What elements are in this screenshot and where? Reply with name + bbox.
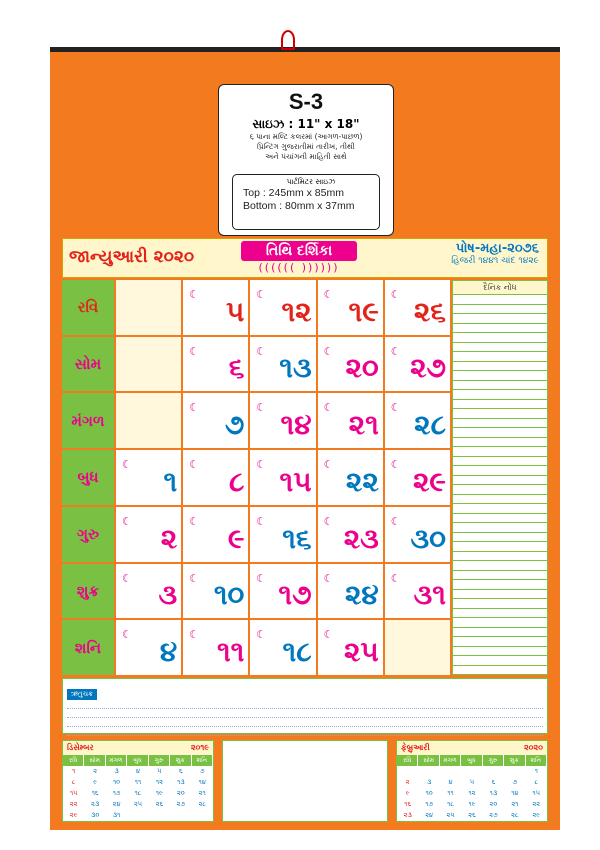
mini-date <box>192 810 213 821</box>
notes-line[interactable] <box>453 314 547 324</box>
mini-day-header: બુધ <box>127 755 148 766</box>
mini-date: ૧૯ <box>468 800 476 808</box>
date-cell <box>318 280 383 335</box>
notes-line[interactable] <box>453 371 547 381</box>
parameter-bottom: Bottom : 80mm x 37mm <box>243 200 355 212</box>
notes-line[interactable] <box>453 438 547 448</box>
date-number: ૧૪ <box>280 408 312 442</box>
hijri-text: હિજરી ૧૪૪૧ ચાંદ ૧૪૨૯ <box>451 256 539 266</box>
mini-day-header: રવિ <box>397 755 418 766</box>
mini-date: ૨૭ <box>489 811 498 819</box>
moon-phase-icon: ☾ <box>122 628 132 642</box>
day-label: સોમ <box>62 337 114 392</box>
mini-date: ૯ <box>405 789 410 797</box>
day-label: બુધ <box>62 450 114 505</box>
moon-phase-icon: ☾ <box>256 628 267 642</box>
hanger-hook-icon <box>281 30 295 50</box>
date-cell <box>250 393 315 448</box>
mini-date: ૧૫ <box>532 789 541 797</box>
mini-date: ૧૯ <box>155 789 163 797</box>
date-number: ૨૮ <box>414 408 446 442</box>
day-label: શુક્ર <box>62 564 114 619</box>
parameter-title: પાર્ટમિટર સાઇઝ <box>286 177 336 186</box>
date-cell <box>318 337 383 392</box>
spec-line: ૬ પાના મલ્ટિ કલરમાં (આગળ-પાછળ) <box>249 132 363 141</box>
notes-line[interactable] <box>453 476 547 486</box>
mini-date: ૩૦ <box>91 811 100 819</box>
mini-date: ૧૧ <box>134 778 142 786</box>
mini-date: ૧૩ <box>177 778 185 786</box>
date-cell <box>385 450 450 505</box>
mini-date <box>149 810 170 821</box>
date-number: ૧૯ <box>348 294 379 328</box>
notes-line[interactable] <box>453 618 547 628</box>
date-number: ૨૨ <box>345 464 379 498</box>
mini-date: ૨ <box>405 778 410 786</box>
moon-phase-icon: ☾ <box>189 344 200 358</box>
month-header <box>62 238 548 278</box>
date-cell <box>250 620 315 675</box>
mini-day-header: સોમ <box>418 755 439 766</box>
mini-date: ૨૫ <box>446 811 455 819</box>
mini-day-header: મંગળ <box>440 755 461 766</box>
mini-date: ૧૭ <box>425 800 433 808</box>
moon-phase-icon: ☾ <box>390 571 401 585</box>
date-cell <box>183 450 248 505</box>
date-cell <box>318 450 383 505</box>
logo-ornament: (((((( )))))) <box>258 261 340 274</box>
mini-date: ૫ <box>469 778 475 786</box>
moon-phase-icon: ☾ <box>323 571 334 585</box>
day-label: રવિ <box>62 280 114 335</box>
mini-date: ૯ <box>93 778 98 786</box>
moon-phase-icon: ☾ <box>390 514 401 528</box>
mini-date: ૨૧ <box>511 800 519 808</box>
notes-line[interactable] <box>453 447 547 457</box>
moon-phase-icon: ☾ <box>189 514 200 528</box>
mini-date: ૨૭ <box>176 800 186 808</box>
mini-date: ૬ <box>491 778 496 786</box>
mini-day-header: શુક્ર <box>170 755 191 766</box>
notes-line[interactable] <box>453 409 547 419</box>
date-number: ૧૧ <box>216 635 245 668</box>
mini-year: ૨૦૧૯ <box>190 743 209 752</box>
notes-line[interactable] <box>453 419 547 429</box>
date-number: ૧૫ <box>279 464 312 498</box>
mini-day-header: મંગળ <box>106 755 127 766</box>
moon-phase-icon: ☾ <box>256 458 267 472</box>
date-cell <box>183 393 248 448</box>
mini-date: ૨૬ <box>155 800 164 808</box>
mini-date <box>397 766 418 777</box>
date-number: ૨૧ <box>348 408 379 442</box>
mini-date: ૧૬ <box>91 789 99 797</box>
date-number: ૧૨ <box>281 294 312 328</box>
mini-date: ૩ <box>426 778 432 786</box>
date-cell <box>116 507 181 562</box>
notes-line[interactable] <box>453 561 547 571</box>
moon-phase-icon: ☾ <box>189 458 200 472</box>
mini-date: ૧૩ <box>489 789 498 797</box>
notes-line[interactable] <box>453 599 547 609</box>
mini-date: ૧૨ <box>468 789 476 797</box>
info-label: ઋતુચક્ર <box>67 689 97 700</box>
notes-line[interactable] <box>453 552 547 562</box>
mini-day-header: શનિ <box>192 755 213 766</box>
moon-phase-icon: ☾ <box>189 288 200 301</box>
moon-phase-icon: ☾ <box>189 571 200 585</box>
mini-day-header: સોમ <box>84 755 105 766</box>
mini-date: ૭ <box>512 778 518 786</box>
notes-line[interactable] <box>453 305 547 315</box>
date-cell <box>183 507 248 562</box>
mini-month: ફેબ્રુઆરી <box>401 743 430 752</box>
notes-line[interactable] <box>453 343 547 353</box>
date-cell <box>318 620 383 675</box>
mini-date <box>461 766 482 777</box>
mini-day-header: રવિ <box>63 755 84 766</box>
date-cell <box>385 280 450 335</box>
notes-line[interactable] <box>453 647 547 657</box>
notes-line[interactable] <box>453 504 547 514</box>
notes-line[interactable] <box>453 324 547 334</box>
notes-line[interactable] <box>453 466 547 476</box>
date-number: ૨૬ <box>413 294 446 328</box>
mini-calendar-february <box>396 740 548 822</box>
moon-phase-icon: ☾ <box>323 401 334 415</box>
date-number: ૩ <box>158 578 178 612</box>
date-cell <box>385 564 450 619</box>
mini-date: ૨૨ <box>532 800 541 808</box>
date-number: ૨૦ <box>345 351 379 385</box>
spec-size: સાઇઝ : 11" x 18" <box>252 117 360 131</box>
notes-line[interactable] <box>453 495 547 505</box>
mini-date: ૭ <box>200 767 205 775</box>
mini-date: ૨૬ <box>468 811 476 819</box>
mini-date: ૧૦ <box>113 778 121 786</box>
date-cell <box>250 564 315 619</box>
date-number: ૧૦ <box>213 578 245 612</box>
mini-month: ડિસેમ્બર <box>67 743 94 752</box>
notes-line[interactable] <box>453 362 547 372</box>
mini-day-header: શુક્ર <box>504 755 525 766</box>
date-number: ૨ <box>160 521 178 555</box>
date-number: ૪ <box>159 635 178 668</box>
mini-date: ૨૪ <box>112 800 121 808</box>
notes-line[interactable] <box>453 333 547 343</box>
date-number: ૨૪ <box>345 578 379 612</box>
parameter-top: Top : 245mm x 85mm <box>243 187 344 199</box>
moon-phase-icon: ☾ <box>323 344 334 358</box>
mini-date: ૧૪ <box>511 789 519 797</box>
mini-date <box>440 766 461 777</box>
notes-line[interactable] <box>453 637 547 647</box>
mini-year: ૨૦૨૦ <box>523 743 543 752</box>
notes-line[interactable] <box>453 523 547 533</box>
notes-line[interactable] <box>453 609 547 619</box>
mini-date: ૧૮ <box>447 800 454 808</box>
mini-date: ૮ <box>71 778 76 786</box>
moon-phase-icon: ☾ <box>256 571 267 585</box>
date-cell <box>318 564 383 619</box>
date-number: ૨૭ <box>410 351 446 385</box>
moon-phase-icon: ☾ <box>256 514 267 528</box>
date-number: ૧૩ <box>279 351 312 385</box>
mini-date <box>504 766 525 777</box>
spec-code: S-3 <box>288 89 324 114</box>
mini-date: ૨૯ <box>69 811 78 819</box>
logo-text: તિથિ દર્શિકા <box>241 241 357 261</box>
mini-date: ૫ <box>157 767 162 775</box>
date-number: ૮ <box>228 464 245 498</box>
notes-line[interactable] <box>453 571 547 581</box>
date-number: ૭ <box>224 408 245 442</box>
mini-date: ૨ <box>93 767 98 775</box>
calendar-grid <box>62 280 450 675</box>
mini-date <box>170 810 191 821</box>
mini-date: ૩૧ <box>112 811 121 819</box>
notes-line[interactable] <box>453 542 547 552</box>
date-cell <box>250 337 315 392</box>
notes-line[interactable] <box>453 390 547 400</box>
mini-date: ૧૭ <box>112 789 121 797</box>
moon-phase-icon: ☾ <box>390 344 401 358</box>
notes-title: દૈનિક નોંધ <box>453 281 547 295</box>
mini-date: ૮ <box>534 778 539 786</box>
date-cell <box>385 507 450 562</box>
date-cell <box>385 620 450 675</box>
blank-panel <box>222 740 388 822</box>
date-number: ૧૮ <box>282 635 312 668</box>
mini-date: ૧૫ <box>69 789 78 797</box>
date-cell <box>116 393 181 448</box>
date-cell <box>385 337 450 392</box>
wall-calendar <box>50 52 560 830</box>
mini-calendar-december <box>62 740 214 822</box>
date-cell <box>183 280 248 335</box>
mini-date <box>483 766 504 777</box>
moon-phase-icon: ☾ <box>323 514 334 528</box>
notes-line[interactable] <box>453 628 547 638</box>
mini-date <box>418 766 439 777</box>
date-number: ૨૩ <box>343 521 379 555</box>
moon-phase-icon: ☾ <box>189 401 200 415</box>
date-cell <box>318 507 383 562</box>
notes-line[interactable] <box>453 352 547 362</box>
moon-phase-icon: ☾ <box>323 458 334 472</box>
mini-date <box>127 810 148 821</box>
moon-phase-icon: ☾ <box>122 458 132 472</box>
date-cell <box>318 393 383 448</box>
date-number: ૯ <box>227 521 245 555</box>
samvat-text: પોષ-મહા-૨૦૭૬ <box>455 241 539 256</box>
notes-line[interactable] <box>453 580 547 590</box>
mini-date: ૨૦ <box>489 800 498 808</box>
month-title: જાન્યુઆરી ૨૦૨૦ <box>69 247 195 267</box>
date-cell <box>183 337 248 392</box>
date-number: ૨૫ <box>343 635 379 668</box>
moon-phase-icon: ☾ <box>390 401 401 415</box>
info-text <box>67 703 543 736</box>
mini-day-header: શનિ <box>526 755 547 766</box>
mini-day-header: ગુરુ <box>149 755 170 766</box>
date-cell <box>116 564 181 619</box>
mini-date: ૬ <box>179 767 183 775</box>
mini-date: ૨૮ <box>511 811 519 819</box>
mini-date: ૪ <box>135 767 140 775</box>
moon-phase-icon: ☾ <box>256 288 267 301</box>
moon-phase-icon: ☾ <box>256 401 267 415</box>
notes-line[interactable] <box>453 457 547 467</box>
date-number: ૬ <box>228 351 245 385</box>
moon-phase-icon: ☾ <box>189 628 200 642</box>
mini-date: ૧૪ <box>198 778 206 786</box>
date-number: ૩૦ <box>410 521 446 555</box>
mini-date: ૧૬ <box>404 800 412 808</box>
moon-phase-icon: ☾ <box>323 288 334 301</box>
notes-line[interactable] <box>453 295 547 305</box>
moon-phase-icon: ☾ <box>390 288 401 301</box>
mini-date: ૩ <box>114 767 119 775</box>
spec-line: પ્રિન્ટિંગ ગુજરાતીમાં તારીખ, તીથી <box>257 142 355 151</box>
date-number: ૩૧ <box>413 578 446 612</box>
day-label: ગુરુ <box>62 507 114 562</box>
daily-notes-panel <box>452 280 548 675</box>
mini-date: ૧૨ <box>155 778 163 786</box>
date-cell <box>183 564 248 619</box>
mini-date: ૨૫ <box>133 800 143 808</box>
moon-phase-icon: ☾ <box>390 458 401 472</box>
date-number: ૫ <box>225 294 245 328</box>
date-cell <box>116 620 181 675</box>
date-cell <box>250 507 315 562</box>
mini-date: ૧૧ <box>447 789 454 797</box>
day-label: શનિ <box>62 620 114 675</box>
mini-date: ૨૯ <box>532 811 541 819</box>
info-band <box>62 678 548 734</box>
mini-date: ૧ <box>534 767 538 775</box>
day-label: મંગળ <box>62 393 114 448</box>
notes-line[interactable] <box>453 533 547 543</box>
date-number: ૨૯ <box>412 464 446 498</box>
mini-date: ૨૧ <box>198 789 206 797</box>
moon-phase-icon: ☾ <box>122 571 132 585</box>
date-number: ૧૬ <box>282 521 312 555</box>
notes-line[interactable] <box>453 590 547 600</box>
mini-header <box>397 741 547 755</box>
date-cell <box>116 450 181 505</box>
moon-phase-icon: ☾ <box>256 344 267 358</box>
spec-line: અને પંચાંગની માહિતી સાથે <box>265 152 347 161</box>
notes-line[interactable] <box>453 485 547 495</box>
date-cell <box>385 393 450 448</box>
mini-date: ૨૩ <box>91 800 100 808</box>
mini-date: ૨૮ <box>198 800 206 808</box>
date-cell <box>116 280 181 335</box>
notes-line[interactable] <box>453 428 547 438</box>
mini-date: ૨૩ <box>403 811 412 819</box>
mini-date: ૧૮ <box>134 789 142 797</box>
notes-line[interactable] <box>453 400 547 410</box>
mini-date: ૨૪ <box>425 811 434 819</box>
mini-date: ૨૦ <box>176 789 185 797</box>
notes-line[interactable] <box>453 381 547 391</box>
mini-date: ૧ <box>72 767 76 775</box>
date-cell <box>250 450 315 505</box>
date-number: ૧૭ <box>278 578 312 612</box>
mini-day-header: બુધ <box>461 755 482 766</box>
moon-phase-icon: ☾ <box>323 628 334 642</box>
mini-day-header: ગુરુ <box>483 755 504 766</box>
mini-date: ૨૨ <box>69 800 78 808</box>
parameter-box <box>232 174 380 230</box>
date-number: ૧ <box>163 464 178 498</box>
samvat-info <box>451 241 539 266</box>
date-cell <box>250 280 315 335</box>
mini-date: ૧૦ <box>425 789 433 797</box>
date-cell <box>183 620 248 675</box>
date-cell <box>116 337 181 392</box>
notes-line[interactable] <box>453 514 547 524</box>
mini-date: ૪ <box>448 778 453 786</box>
mini-header <box>63 741 213 755</box>
brand-logo <box>241 241 357 275</box>
moon-phase-icon: ☾ <box>122 514 132 528</box>
notes-line[interactable] <box>453 656 547 666</box>
